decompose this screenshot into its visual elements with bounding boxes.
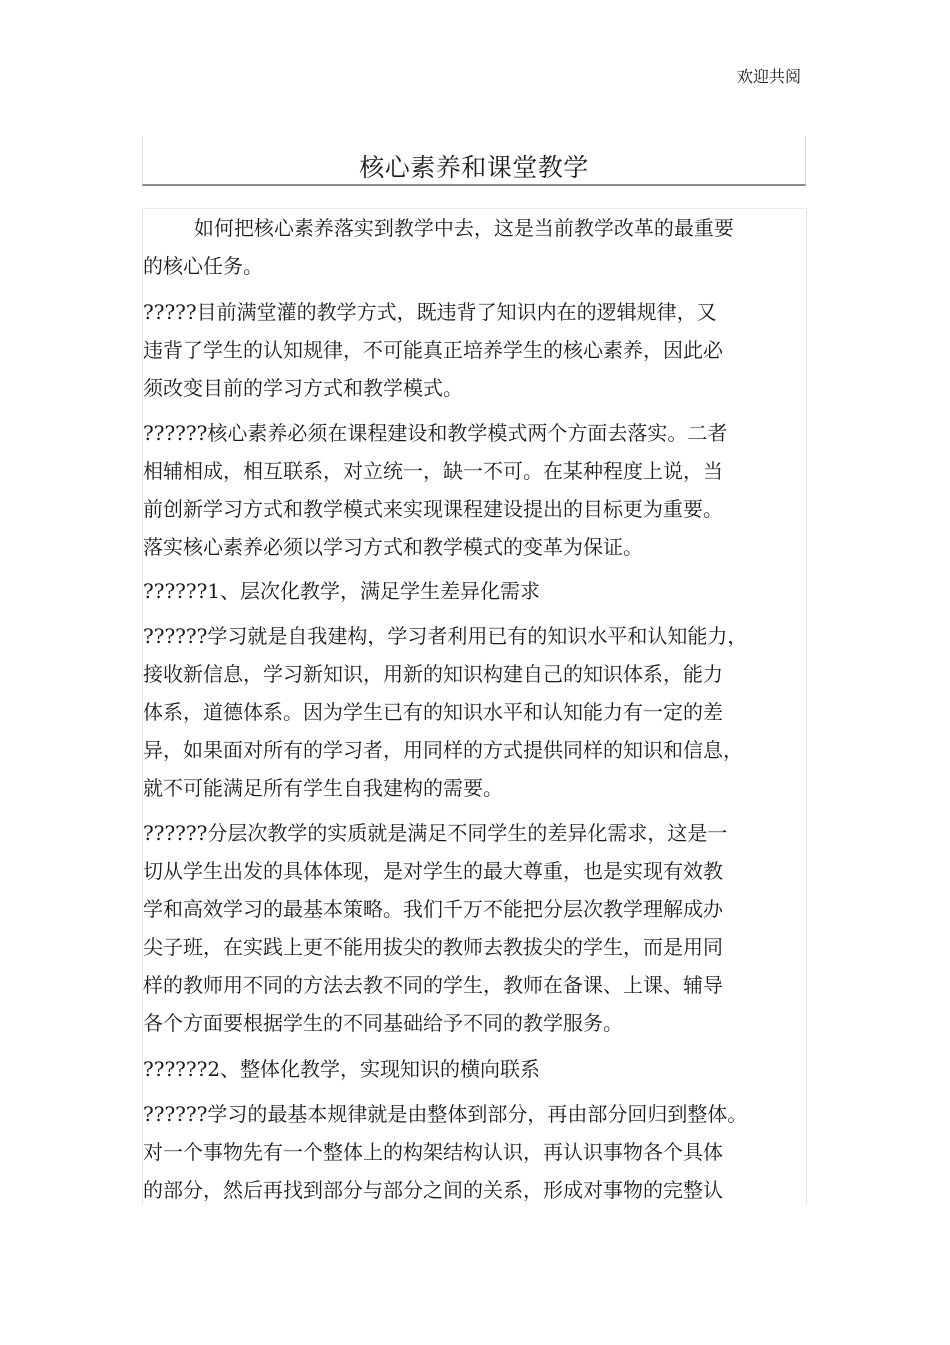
text-line: ??????分层次教学的实质就是满足不同学生的差异化需求，这是一 (143, 821, 728, 845)
text-line: 接收新信息，学习新知识，用新的知识构建自己的知识体系，能力 (143, 662, 723, 686)
title-box (142, 136, 806, 186)
paragraph-6 (143, 1095, 747, 1204)
text-line: 学和高效学习的最基本策略。我们千万不能把分层次教学理解成办 (143, 897, 723, 921)
text-line: ??????学习的最基本规律就是由整体到部分，再由部分回归到整体。 (143, 1102, 748, 1126)
paragraph-4 (143, 617, 747, 807)
paragraph-3 (143, 414, 727, 566)
text-line: 的部分，然后再找到部分与部分之间的关系，形成对事物的完整认 (143, 1178, 723, 1202)
paragraph-5 (143, 814, 727, 1042)
text-line: 尖子班，在实践上更不能用拔尖的教师去教拔尖的学生，而是用同 (143, 935, 723, 959)
text-line: 就不可能满足所有学生自我建构的需要。 (143, 776, 503, 800)
text-line: 如何把核心素养落实到教学中去，这是当前教学改革的最重要 (143, 216, 734, 240)
text-line: 切从学生出发的具体体现，是对学生的最大尊重，也是实现有效教 (143, 859, 723, 883)
text-line: 样的教师用不同的方法去教不同的学生，教师在备课、上课、辅导 (143, 973, 723, 997)
section-heading-2 (143, 1050, 540, 1088)
text-line: 异，如果面对所有的学习者，用同样的方式提供同样的知识和信息， (143, 738, 743, 762)
text-line: 的核心任务。 (143, 254, 263, 278)
text-line: 须改变目前的学习方式和教学模式。 (143, 376, 463, 400)
document-body (142, 208, 807, 1204)
text-line: ?????目前满堂灌的教学方式，既违背了知识内在的逻辑规律，又 (143, 300, 717, 324)
paragraph-2 (143, 293, 723, 407)
text-line: 体系，道德体系。因为学生已有的知识水平和认知能力有一定的差 (143, 700, 723, 724)
text-line: ??????学习就是自我建构，学习者利用已有的知识水平和认知能力， (143, 624, 748, 648)
text-line: 落实核心素养必须以学习方式和教学模式的变革为保证。 (143, 535, 643, 559)
text-line: ??????1、层次化教学，满足学生差异化需求 (143, 579, 541, 603)
document-title: 核心素养和课堂教学 (359, 153, 589, 182)
paragraph-1 (143, 209, 734, 285)
text-line: 违背了学生的认知规律，不可能真正培养学生的核心素养，因此必 (143, 338, 723, 362)
text-line: ??????核心素养必须在课程建设和教学模式两个方面去落实。二者 (143, 421, 728, 445)
text-line: 各个方面要根据学生的不同基础给予不同的教学服务。 (143, 1011, 623, 1035)
section-heading-1 (143, 572, 540, 610)
text-line: 前创新学习方式和教学模式来实现课程建设提出的目标更为重要。 (143, 497, 723, 521)
text-line: 对一个事物先有一个整体上的构架结构认识，再认识事物各个具体 (143, 1140, 723, 1164)
text-line: ??????2、整体化教学，实现知识的横向联系 (143, 1057, 541, 1081)
text-line: 相辅相成，相互联系，对立统一，缺一不可。在某种程度上说，当 (143, 459, 723, 483)
header-note: 欢迎共阅 (736, 67, 801, 86)
